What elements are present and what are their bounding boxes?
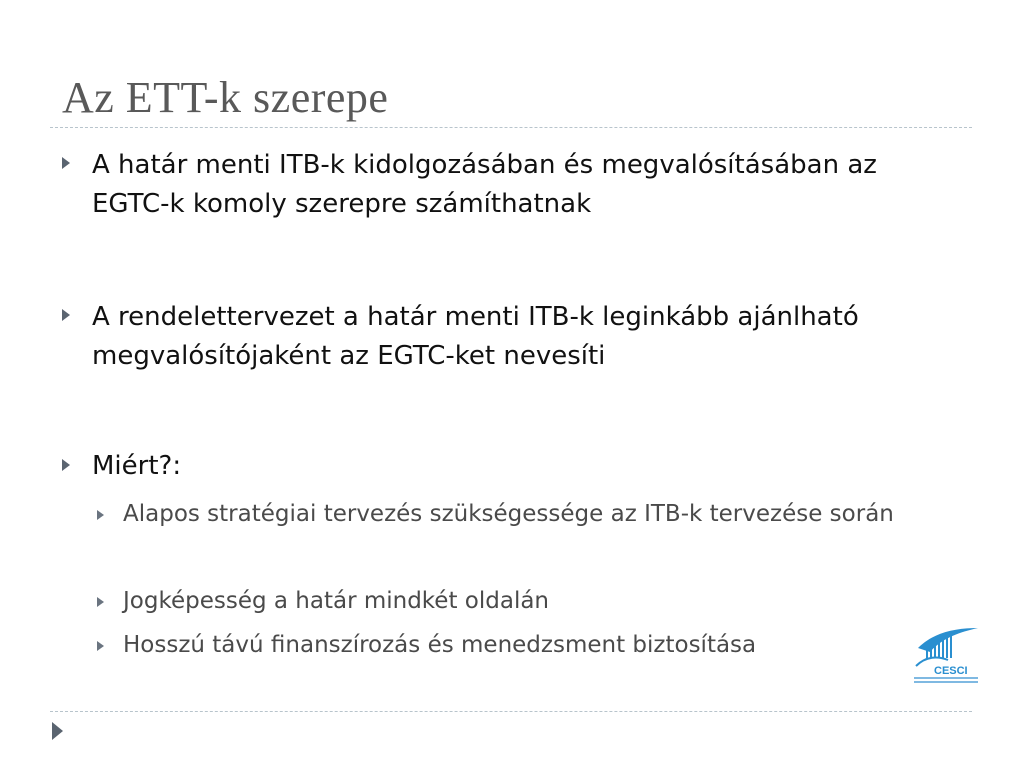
bullet-item: Miért?:	[92, 451, 182, 481]
svg-text:CESCI: CESCI	[934, 665, 968, 677]
bullet-item: A rendelettervezet a határ menti ITB-k leginkább ajánlható megvalósítójaként az EGTC-ket nevesíti	[92, 302, 859, 371]
sub-bullet-triangle-icon	[97, 597, 104, 607]
bullet-item: A határ menti ITB-k kidolgozásában és megvalósításában az EGTC-k komoly szerepre számíthatnak	[92, 150, 877, 219]
sub-bullet-triangle-icon	[97, 510, 104, 520]
bullet-triangle-icon	[62, 309, 70, 321]
slide-title: Az ETT-k szerepe	[62, 73, 389, 122]
sub-bullet-item: Jogképesség a határ mindkét oldalán	[123, 588, 550, 614]
sub-bullet-item: Hosszú távú finanszírozás és menedzsment biztosítása	[123, 632, 757, 658]
sub-bullet-triangle-icon	[97, 641, 104, 651]
bullet-triangle-icon	[62, 157, 70, 169]
next-slide-arrow-icon[interactable]	[52, 722, 63, 740]
cesci-logo	[912, 626, 980, 686]
sub-bullet-item: Alapos stratégiai tervezés szükségessége az ITB-k tervezése során	[123, 501, 894, 527]
footer-divider	[50, 711, 972, 712]
bullet-triangle-icon	[62, 459, 70, 471]
